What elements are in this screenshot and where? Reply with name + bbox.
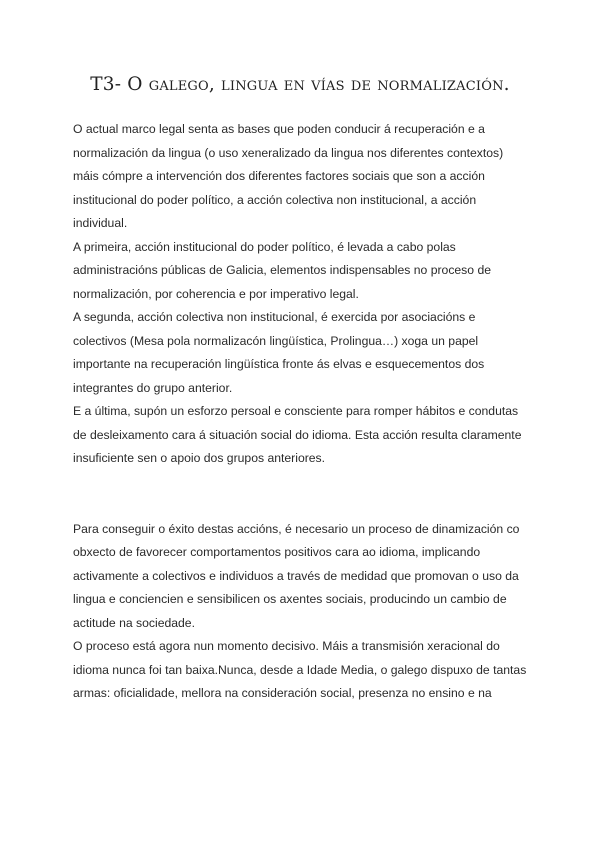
text-line: administracións públicas de Galicia, elementos indispensables no proceso de	[73, 263, 491, 277]
text-line: Para conseguir o éxito destas accións, é necesario un proceso de dinamización co	[73, 521, 520, 536]
text-line: individual.	[73, 216, 128, 230]
document-title: T3- O galego, lingua en vías de normalización.	[90, 74, 510, 95]
text-line: activamente a colectivos e individuos a través de medidad que promovan o uso da	[73, 568, 519, 583]
paragraph-gap	[73, 494, 543, 518]
text-line: A primeira, acción institucional do poder político, é levada a cabo polas	[73, 239, 456, 254]
text-line: máis cómpre a intervención dos diferentes factores sociais que son a acción	[73, 169, 485, 183]
paragraph-gap	[73, 471, 543, 495]
text-line: A segunda, acción colectiva non institucional, é exercida por asociacións e	[73, 310, 476, 324]
text-line: importante na recuperación lingüística fronte ás elvas e esquecementos dos	[73, 357, 485, 371]
text-line: colectivos (Mesa pola normalizacón lingüística, Prolingua…) xoga un papel	[73, 333, 479, 348]
text-line: obxecto de favorecer comportamentos positivos cara ao idioma, implicando	[73, 545, 481, 559]
text-line: integrantes do grupo anterior.	[73, 380, 233, 395]
text-line: armas: oficialidade, mellora na consideración social, presenza no ensino e na	[73, 686, 492, 700]
text-line: O actual marco legal senta as bases que poden conducir á recuperación e a	[73, 122, 485, 136]
text-line: lingua e conciencien e sensibilicen os axentes sociais, producindo un cambio de	[73, 592, 507, 606]
text-line: O proceso está agora nun momento decisivo. Máis a transmisión xeracional do	[73, 639, 500, 653]
text-line: institucional do poder político, a acción colectiva non institucional, a acción	[73, 192, 477, 207]
text-line: E a última, supón un esforzo persoal e consciente para romper hábitos e condutas	[73, 404, 519, 418]
document-body	[73, 118, 543, 706]
text-line: de desleixamento cara á situación social do idioma. Esta acción resulta claramente	[73, 427, 522, 442]
text-line: insuficiente sen o apoio dos grupos anteriores.	[73, 451, 326, 465]
text-line: idioma nunca foi tan baixa.Nunca, desde a Idade Media, o galego dispuxo de tantas	[73, 662, 527, 677]
text-line: actitude na sociedade.	[73, 615, 195, 630]
text-line: normalización da lingua (o uso xeneralizado da lingua nos diferentes contextos)	[73, 145, 504, 160]
text-line: normalización, por coherencia e por imperativo legal.	[73, 286, 359, 301]
